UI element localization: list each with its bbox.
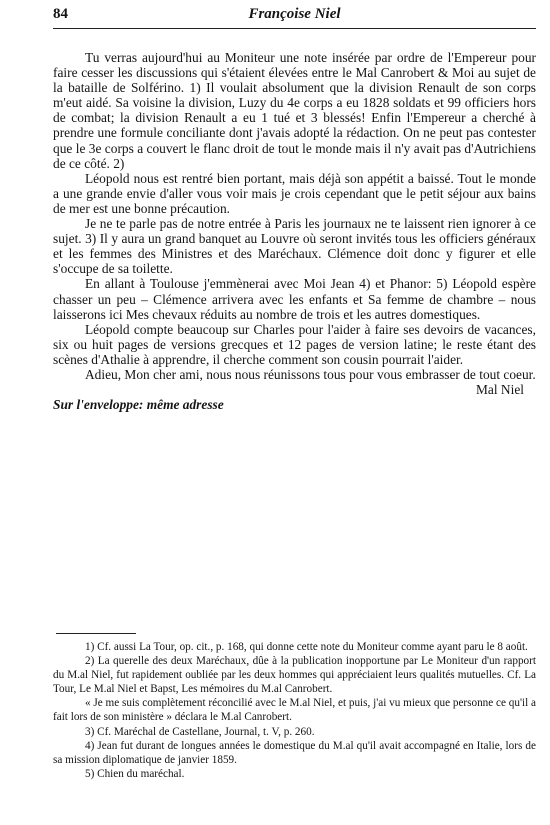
footnote: « Je me suis complètement réconcilié avec le M.al Niel, et puis, j'ai vu mieux que personne ce qu'il a fait lors de son ministère » déclara le M.al Canrobert. — [53, 697, 536, 724]
letter-body — [53, 50, 536, 412]
letter-paragraph: Léopold nous est rentré bien portant, mais déjà son appétit a baissé. Tout le monde a une grande envie d'aller vous voir mais je crois cependant que le petit séjour aux bains de mer est une bonne précaution. — [53, 170, 536, 216]
letter-paragraph: Léopold compte beaucoup sur Charles pour l'aider à faire ses devoirs de vacances, six ou huit pages de versions grecques et 12 pages de version latine; le reste étant des scènes d'Athalie à apprendre, il cherche comment son cousin pourrait l'aider. — [53, 321, 536, 367]
envelope-note: Sur l'enveloppe: même adresse — [53, 397, 224, 413]
footnote: 3) Cf. Maréchal de Castellane, Journal, t. V, p. 260. — [85, 725, 315, 738]
letter-paragraph: En allant à Toulouse j'emmènerai avec Moi Jean 4) et Phanor: 5) Léopold espère chasser un peu – Clémence arrivera avec les enfants et Sa femme de chambre – nous laisserons ici Mes chevaux réduits au nombre de trois et les autres domestiques. — [53, 276, 536, 322]
footnote: 1) Cf. aussi La Tour, op. cit., p. 168, qui donne cette note du Moniteur comme ayant paru le 8 août. — [85, 641, 528, 653]
page-header — [53, 4, 536, 28]
header-rule — [53, 28, 536, 29]
running-title: Françoise Niel — [248, 6, 341, 22]
letter-paragraph: Tu verras aujourd'hui au Moniteur une note insérée par ordre de l'Empereur pour faire cesser les discussions qui s'étaient élevées entre le Mal Canrobert & Moi au sujet de la bataille de Solférino. 1) Il voulait absolument que la division Renault de son corps m'eut aidé. Sa voisine la division, Luzy du 4e corps a eu 1828 soldats et 99 officiers hors de combat; la division Renault a eu 1 tué et 3 blessés! Enfin l'Empereur a cherché à prendre une formule conciliante dont j'avais adopté la rédaction. On ne peut pas contester que le 3e corps a couvert le flanc droit de tout le monde mais il n'y avait pas d'Autrichiens de ce côté. 2) — [53, 50, 536, 171]
footnote: 2) La querelle des deux Maréchaux, dûe à la publication inopportune par Le Moniteur d'un rapport du M.al Niel, fut rapidement oubliée par les deux hommes qui appréciaient leurs qualités mutuelles. Cf. La Tour, Le M.al Niel et Bapst, Les mémoires du M.al Canrobert. — [53, 655, 536, 696]
page-number: 84 — [53, 6, 68, 22]
footnote: 5) Chien du maréchal. — [85, 767, 185, 780]
footnote-separator — [56, 633, 136, 634]
letter-paragraph: Adieu, Mon cher ami, nous nous réunissons tous pour vous embrasser de tout coeur. — [85, 366, 536, 382]
letter-paragraph: Je ne te parle pas de notre entrée à Paris les journaux ne te laissent rien ignorer à ce sujet. 3) Il y aura un grand banquet au Louvre où seront invités tous les officiers généraux et les femmes des Ministres et des Maréchaux. Clémence doit donc y figurer et elle s'occupe de sa toilette. — [53, 216, 536, 277]
footnote: 4) Jean fut durant de longues années le domestique du M.al qu'il avait accompagné en Italie, lors de sa mission diplomatique de janvier 1859. — [53, 739, 536, 766]
signature: Mal Niel — [476, 382, 524, 398]
footnotes — [53, 640, 536, 781]
